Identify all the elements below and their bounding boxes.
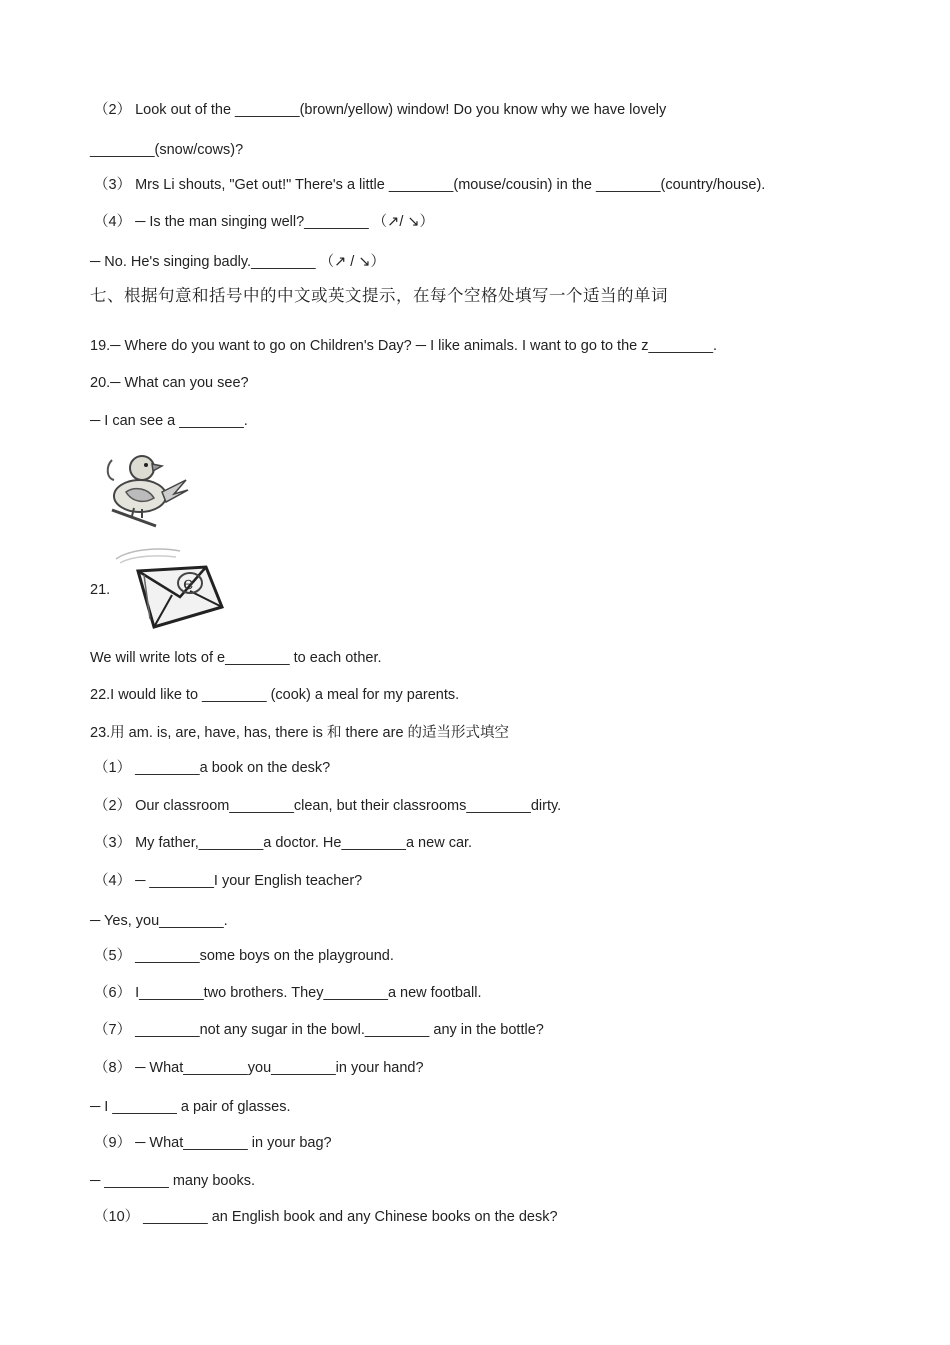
- q2-line-2: ________(snow/cows)?: [90, 142, 244, 158]
- bird-picture: [104, 448, 190, 530]
- q21-number: 21.: [90, 582, 111, 598]
- q20-line-2: ─ I can see a ________.: [90, 413, 248, 429]
- q23-item-9-line-1: （9） ─ What________ in your bag?: [94, 1135, 332, 1151]
- q23-item-9-line-2: ─ ________ many books.: [90, 1173, 256, 1189]
- q23-item-8-line-2: ─ I ________ a pair of glasses.: [90, 1099, 291, 1115]
- q23-item-1: （1） ________a book on the desk?: [94, 760, 331, 776]
- q23-item-4-line-2: ─ Yes, you________.: [90, 913, 228, 929]
- q23-item-2: （2） Our classroom________clean, but their classrooms________dirty.: [94, 798, 562, 814]
- q23-item-3: （3） My father,________a doctor. He________a new car.: [94, 835, 473, 851]
- q2-line-1: （2） Look out of the ________(brown/yellow) window! Do you know why we have lovely: [94, 102, 667, 118]
- q3-line: （3） Mrs Li shouts, "Get out!" There's a little ________(mouse/cousin) in the ________(country/house).: [94, 177, 766, 193]
- q4-line-2: ─ No. He's singing badly.________ （↗ / ↘）: [90, 254, 385, 270]
- q4-line-1: （4） ─ Is the man singing well?________ （↗/ ↘）: [94, 214, 435, 230]
- q23-item-5: （5） ________some boys on the playground.: [94, 948, 394, 964]
- q19-line: 19.─ Where do you want to go on Children's Day? ─ I like animals. I want to go to the z________.: [90, 338, 718, 354]
- q23-item-8-line-1: （8） ─ What________you________in your hand?: [94, 1060, 424, 1076]
- q23-instruction: 23.用 am. is, are, have, has, there is 和 there are 的适当形式填空: [90, 725, 510, 741]
- q20-line-1: 20.─ What can you see?: [90, 375, 249, 391]
- email-envelope-picture: [110, 545, 228, 633]
- section-heading: 七、根据句意和括号中的中文或英文提示，在每个空格处填写一个适当的单词: [90, 286, 668, 305]
- q21-line: We will write lots of e________ to each other.: [90, 650, 382, 666]
- svg-text:e: e: [183, 573, 194, 594]
- q23-item-4-line-1: （4） ─ ________I your English teacher?: [94, 873, 363, 889]
- q23-item-10: （10） ________ an English book and any Chinese books on the desk?: [94, 1209, 558, 1225]
- q23-item-7: （7） ________not any sugar in the bowl.________ any in the bottle?: [94, 1022, 544, 1038]
- q22-line: 22.I would like to ________ (cook) a meal for my parents.: [90, 687, 460, 703]
- q23-item-6: （6） I________two brothers. They________a new football.: [94, 985, 482, 1001]
